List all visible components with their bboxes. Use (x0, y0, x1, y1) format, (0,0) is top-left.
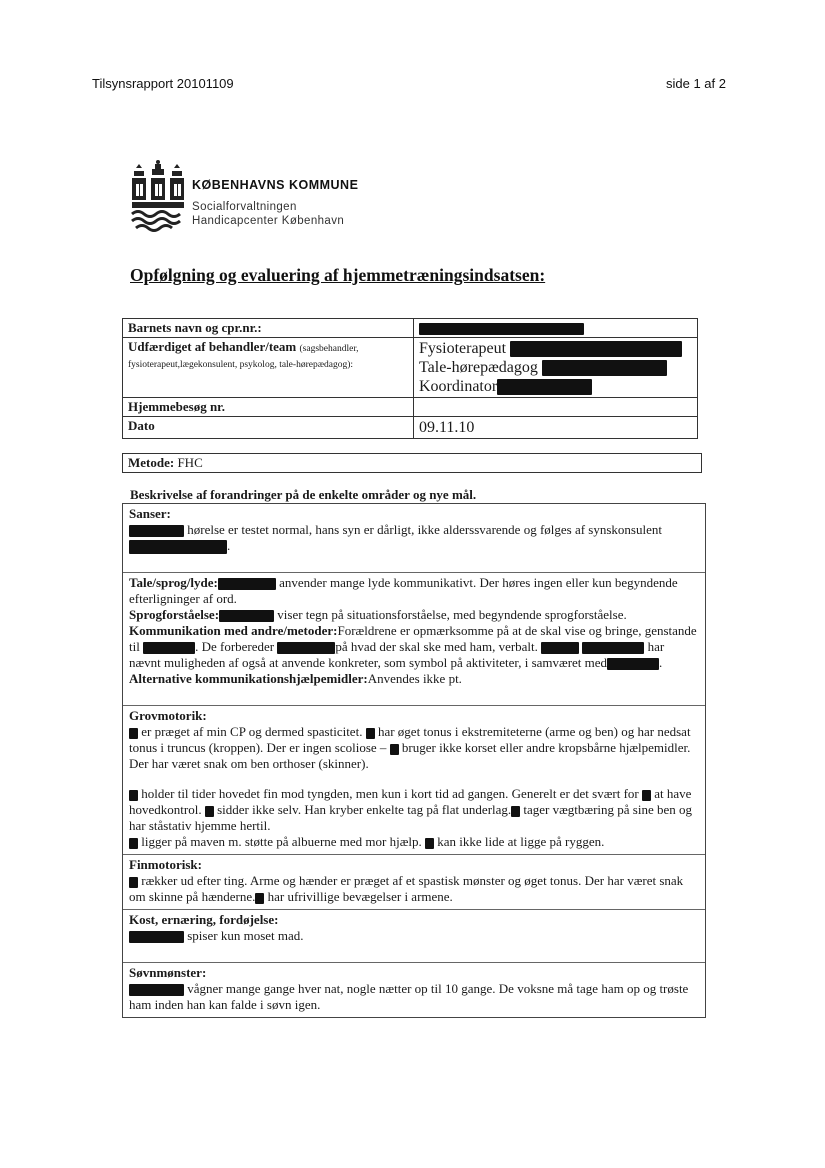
section-title: Tale/sprog/lyde: (129, 575, 218, 591)
section-text: tager vægtbæring på sine ben og har ståstativ hjemme hertil. (129, 802, 693, 834)
prepared-by-value (414, 338, 698, 398)
redaction-bar (642, 790, 651, 801)
section-title: Finmotorisk: (129, 857, 202, 873)
section-fine-motor (123, 855, 705, 910)
redaction-bar (129, 877, 138, 888)
redaction-bar (218, 578, 276, 590)
redaction-bar (582, 642, 644, 654)
organisation-center: Handicapcenter København (192, 215, 345, 227)
redaction-bar (255, 893, 264, 904)
redaction-bar (390, 744, 399, 755)
section-text: Forældrene er opmærksomme på at de skal vise og bringe, genstande til (129, 623, 697, 655)
section-text: på hvad der skal ske med ham, verbalt. (335, 639, 538, 655)
method-box (122, 453, 702, 473)
organisation-department: Socialforvaltningen (192, 201, 297, 213)
info-table (122, 318, 698, 439)
section-text: . (227, 538, 231, 553)
date-value: 09.11.10 (414, 417, 698, 439)
redaction-bar (219, 610, 274, 622)
organisation-name: KØBENHAVNS KOMMUNE (192, 178, 359, 192)
redaction-bar (541, 642, 579, 654)
role-speech-therapist: Tale-hørepædagog (419, 359, 538, 376)
redaction-bar (511, 806, 520, 817)
section-text: bruger ikke korset eller andre kropsbårne hjælpemidler. Der har været snak om ben orthoser (skinner). (129, 740, 691, 772)
role-coordinator: Koordinator (419, 378, 498, 395)
section-title: Alternative kommunikationshjælpemidler: (129, 671, 368, 687)
redaction-bar (129, 838, 138, 849)
section-title: Kommunikation med andre/metoder: (129, 623, 338, 639)
section-senses (123, 504, 705, 573)
section-title: Sprogforståelse: (129, 607, 220, 623)
report-header-title: Tilsynsrapport 20101109 (92, 76, 234, 91)
prepared-by-label (123, 338, 414, 398)
date-label: Dato (123, 417, 414, 439)
redaction-bar (510, 341, 682, 357)
section-speech (123, 573, 705, 706)
home-visit-value (414, 398, 698, 417)
section-text: ligger på maven m. støtte på albuerne med mor hjælp. (141, 834, 422, 850)
section-text: er præget af min CP og dermed spasticitet. (141, 724, 363, 740)
redaction-bar (497, 379, 592, 395)
section-text: spiser kun moset mad. (187, 928, 304, 944)
prepared-by-label-note: (sagsbehandler, fysioterapeut,lægekonsulent, psykolog, tale-hørepædagog): (128, 344, 359, 370)
redaction-bar (366, 728, 375, 739)
section-text: . De forbereder (195, 639, 275, 655)
redaction-bar (607, 658, 659, 670)
kommune-crest-icon (128, 158, 188, 236)
section-text: sidder ikke selv. Han kryber enkelte tag på flat underlag. (217, 802, 512, 818)
section-text: anvender mange lyde kommunikativt. Der høres ingen eller kun begyndende efterligninger af ord. (129, 575, 678, 607)
section-text: har nævnt muligheden af også at anvende konkreter, som symbol på aktiviteter, i samværet med (129, 639, 665, 671)
page-number: side 1 af 2 (666, 76, 726, 91)
redaction-bar (425, 838, 434, 849)
redaction-bar (129, 525, 184, 537)
section-text: har øget tonus i ekstremiteterne (arme og ben) og har nedsat tonus i truncus (kroppen). Der er ingen scoliose – (129, 724, 691, 756)
redaction-bar (129, 931, 184, 943)
method-value: FHC (177, 455, 203, 470)
section-text: Anvendes ikke pt. (367, 671, 462, 687)
child-name-value (414, 319, 698, 338)
section-text: kan ikke lide at ligge på ryggen. (437, 834, 605, 850)
evaluation-sections (122, 503, 706, 1018)
section-diet (123, 910, 705, 963)
redaction-bar (205, 806, 214, 817)
child-name-label: Barnets navn og cpr.nr.: (123, 319, 414, 338)
prepared-by-label-main: Udfærdiget af behandler/team (128, 339, 297, 354)
method-label: Metode: (128, 455, 175, 470)
section-text: hørelse er testet normal, hans syn er dårligt, ikke alderssvarende og følges af synskonsulent (187, 522, 662, 537)
section-text: vågner mange gange hver nat, nogle nætter op til 10 gange. De voksne må tage ham op og trøste ham inden han kan falde i søvn igen. (129, 981, 689, 1013)
description-heading: Beskrivelse af forandringer på de enkelte områder og nye mål. (130, 487, 477, 502)
section-text: har ufrivillige bevægelser i armene. (267, 889, 453, 905)
redaction-bar (129, 984, 184, 996)
document-title: Opfølgning og evaluering af hjemmetræningsindsatsen: (130, 265, 546, 285)
redaction-bar (129, 728, 138, 739)
organisation-block (192, 178, 358, 228)
section-text: rækker ud efter ting. Arme og hænder er præget af et spastisk mønster og øget tonus. Der har været snak om skinne på hænderne. (129, 873, 684, 905)
redaction-bar (419, 323, 584, 335)
section-title: Kost, ernæring, fordøjelse: (129, 912, 279, 928)
section-gross-motor (123, 706, 705, 855)
role-physiotherapist: Fysioterapeut (419, 340, 507, 357)
section-text: at have hovedkontrol. (129, 786, 692, 818)
redaction-bar (129, 790, 138, 801)
redaction-bar (143, 642, 195, 654)
section-text: viser tegn på situationsforståelse, med begyndende sprogforståelse. (277, 607, 627, 623)
section-title: Sanser: (129, 506, 171, 521)
section-title: Grovmotorik: (129, 708, 207, 724)
redaction-bar (542, 360, 667, 376)
redaction-bar (277, 642, 335, 654)
section-text: holder til tider hovedet fin mod tyngden, men kun i kort tid ad gangen. Generelt er det svært for (141, 786, 639, 802)
home-visit-label: Hjemmebesøg nr. (123, 398, 414, 417)
section-text: . (659, 655, 663, 671)
redaction-bar (129, 540, 227, 554)
section-title: Søvnmønster: (129, 965, 207, 981)
section-sleep (123, 963, 705, 1017)
